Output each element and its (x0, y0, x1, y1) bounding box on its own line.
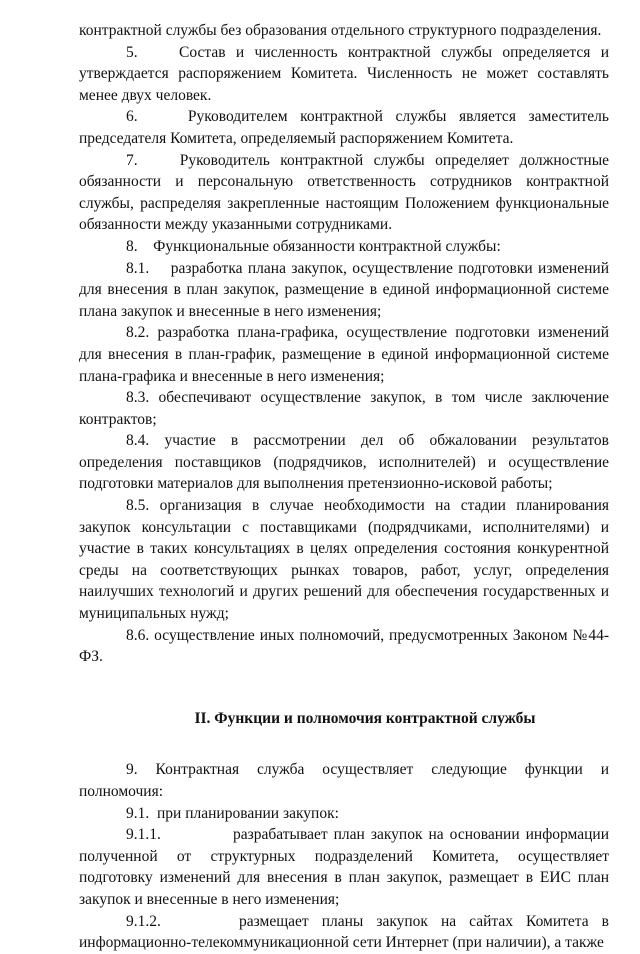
paragraph-8-3: 8.3. обеспечивают осуществление закупок, в том числе заключение контрактов; (79, 389, 609, 428)
paragraph-continuation: контрактной службы без образования отдельного структурного подразделения. (79, 22, 602, 39)
paragraph-8-5: 8.5. организация в случае необходимости на стадии планирования закупок консультации с поставщиками (подрядчиками, исполнителями) и участие в таких консультациях в целях определения состояния конкурентной среды на соответствующих рынках товаров, работ, услуг, определения наилучших технологий и других решений для обеспечения государственных и муниципальных нужд; (79, 497, 609, 623)
paragraph-6: 6. Руководителем контрактной службы является заместитель председателя Комитета, определяемый распоряжением Комитета. (79, 108, 609, 147)
paragraph-9-1-1: 9.1.1. разрабатывает план закупок на основании информации полученной от структурных подразделений Комитета, осуществляет подготовку изменений для внесения в план закупок, размещает в ЕИС план закупок и внесенные в него изменения; (79, 826, 609, 908)
paragraph-8-6: 8.6. осуществление иных полномочий, предусмотренных Законом №44-ФЗ. (79, 626, 609, 666)
paragraph-7: 7. Руководитель контрактной службы определяет должностные обязанности и персональную ответственность сотрудников контрактной службы, распределяя закрепленные настоящим Положением функциональные обязанности между указанными сотрудниками. (79, 151, 609, 234)
paragraph-9-1-2: 9.1.2. размещает планы закупок на сайтах Комитета в информационно-телекоммуникационной сети Интернет (при наличии), а также (79, 912, 609, 952)
paragraph-8: 8. Функциональные обязанности контрактной службы: (126, 237, 501, 255)
paragraph-8-2: 8.2. разработка плана-графика, осуществление подготовки изменений для внесения в план-график, размещение в единой информационной системе плана-графика и внесенные в него изменения; (79, 324, 609, 385)
paragraph-9-1: 9.1. при планировании закупок: (126, 804, 339, 822)
section-heading: II. Функции и полномочия контрактной службы (194, 709, 536, 727)
paragraph-5: 5. Состав и численность контрактной службы определяется и утверждается распоряжением Комитета. Численность не может составлять менее двух человек. (79, 43, 609, 104)
paragraph-8-1: 8.1. разработка плана закупок, осуществление подготовки изменений для внесения в план закупок, размещение в единой информационной системе плана закупок и внесенные в него изменения; (79, 259, 609, 320)
paragraph-8-4: 8.4. участие в рассмотрении дел об обжаловании результатов определения поставщиков (подрядчиков, исполнителей) и осуществление подготовки материалов для выполнения претензионно-исковой работы; (79, 432, 609, 493)
paragraph-9: 9. Контрактная служба осуществляет следующие функции и полномочия: (79, 761, 609, 800)
